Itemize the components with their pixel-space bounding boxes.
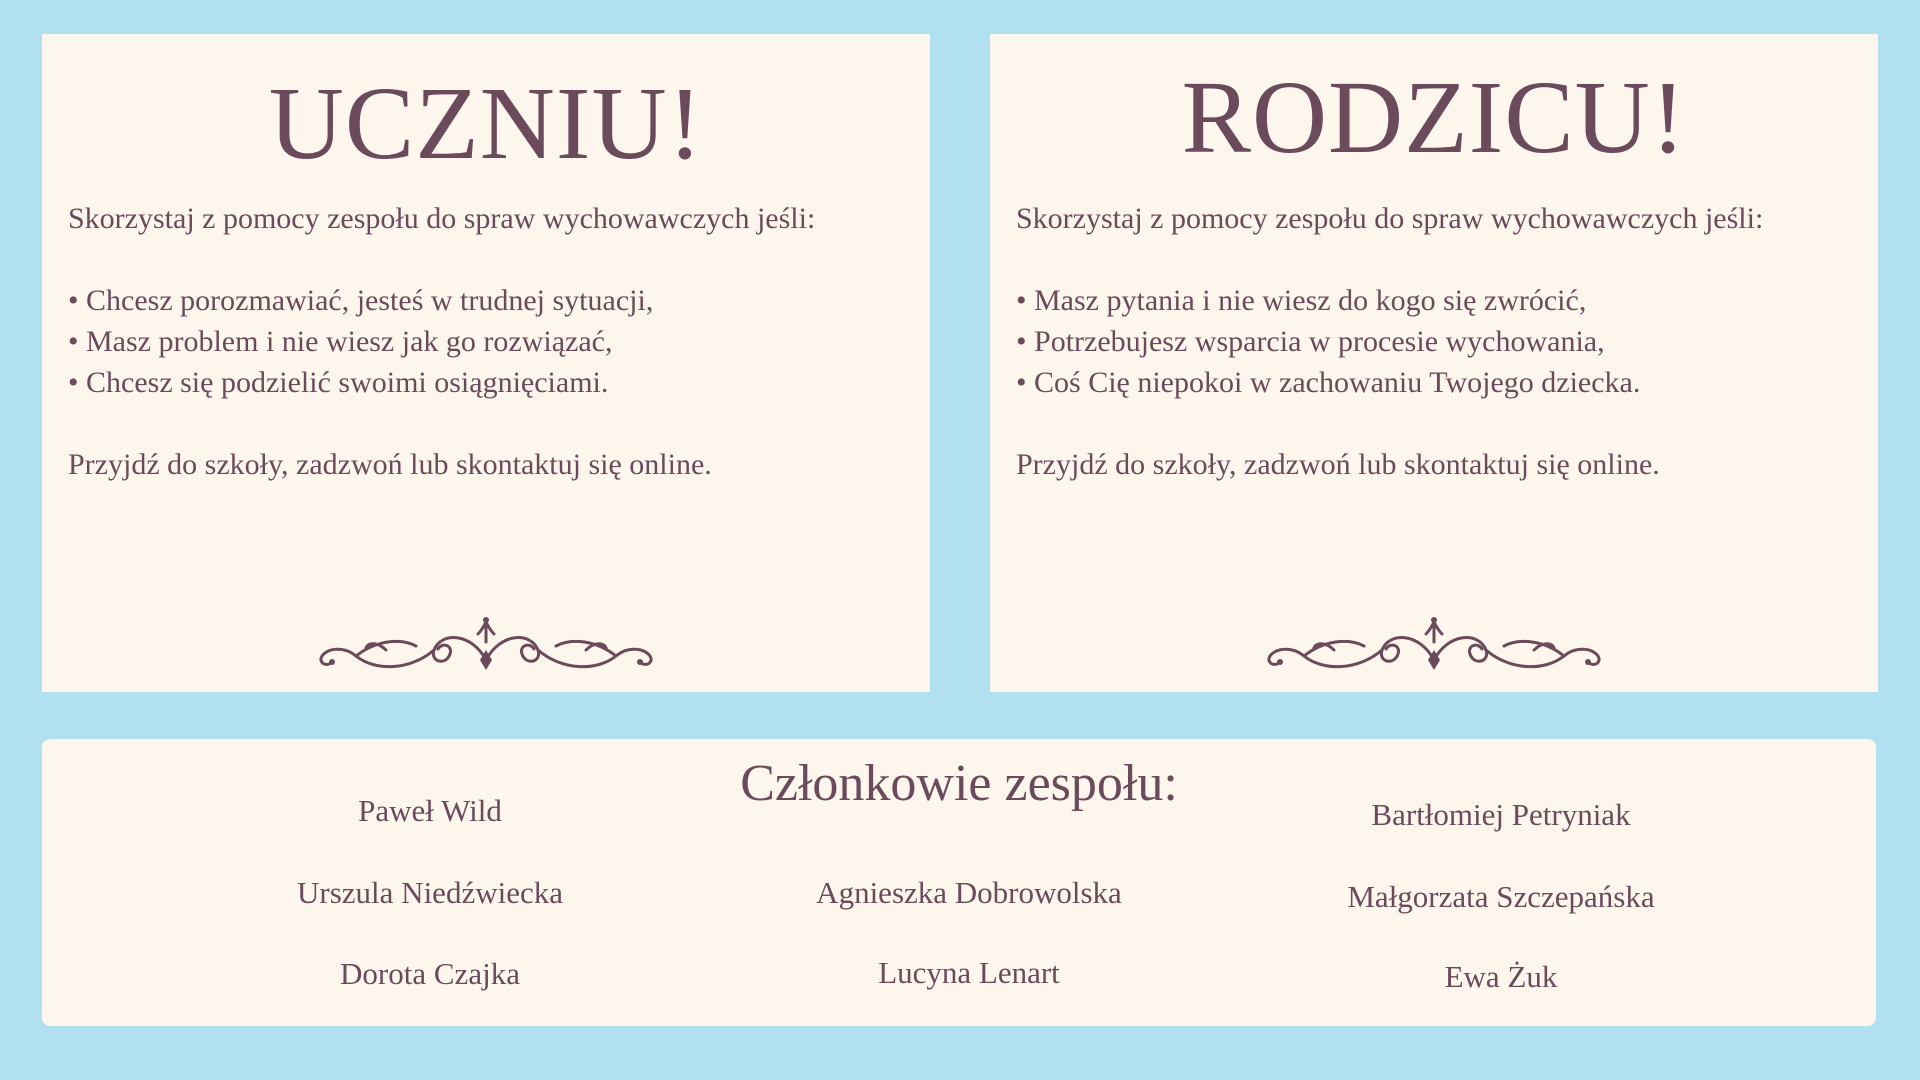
parent-bullet-list [1016, 280, 1868, 403]
team-member: Lucyna Lenart [878, 955, 1060, 990]
parent-panel [990, 34, 1878, 692]
parent-title: RODZICU! [1181, 60, 1687, 175]
parent-bullet: • Masz pytania i nie wiesz do kogo się zwrócić, [1016, 284, 1587, 317]
team-member: Bartłomiej Petryniak [1371, 797, 1631, 832]
team-member: Dorota Czajka [340, 956, 520, 991]
student-outro: Przyjdź do szkoły, zadzwoń lub skontaktuj się online. [68, 448, 712, 481]
team-member: Urszula Niedźwiecka [297, 875, 563, 910]
parent-bullet: • Potrzebujesz wsparcia w procesie wychowania, [1016, 325, 1605, 358]
team-member: Paweł Wild [358, 793, 502, 828]
team-panel [42, 739, 1876, 1026]
student-bullet: • Chcesz porozmawiać, jesteś w trudnej sytuacji, [68, 284, 654, 317]
flourish-divider-icon [306, 612, 666, 676]
parent-intro: Skorzystaj z pomocy zespołu do spraw wychowawczych jeśli: [1016, 202, 1764, 235]
parent-bullet: • Coś Cię niepokoi w zachowaniu Twojego dziecka. [1016, 366, 1641, 399]
student-intro: Skorzystaj z pomocy zespołu do spraw wychowawczych jeśli: [68, 202, 816, 235]
student-title: UCZNIU! [268, 66, 704, 181]
flourish-divider-icon [1254, 612, 1614, 676]
team-member: Małgorzata Szczepańska [1347, 879, 1655, 914]
student-bullet: • Masz problem i nie wiesz jak go rozwiązać, [68, 325, 613, 358]
team-member: Ewa Żuk [1444, 959, 1558, 994]
team-title: Członkowie zespołu: [740, 755, 1178, 812]
student-panel [42, 34, 930, 692]
team-member: Agnieszka Dobrowolska [816, 875, 1122, 910]
student-bullet-list [68, 280, 920, 403]
student-bullet: • Chcesz się podzielić swoimi osiągnięciami. [68, 366, 609, 399]
parent-outro: Przyjdź do szkoły, zadzwoń lub skontaktuj się online. [1016, 448, 1660, 481]
